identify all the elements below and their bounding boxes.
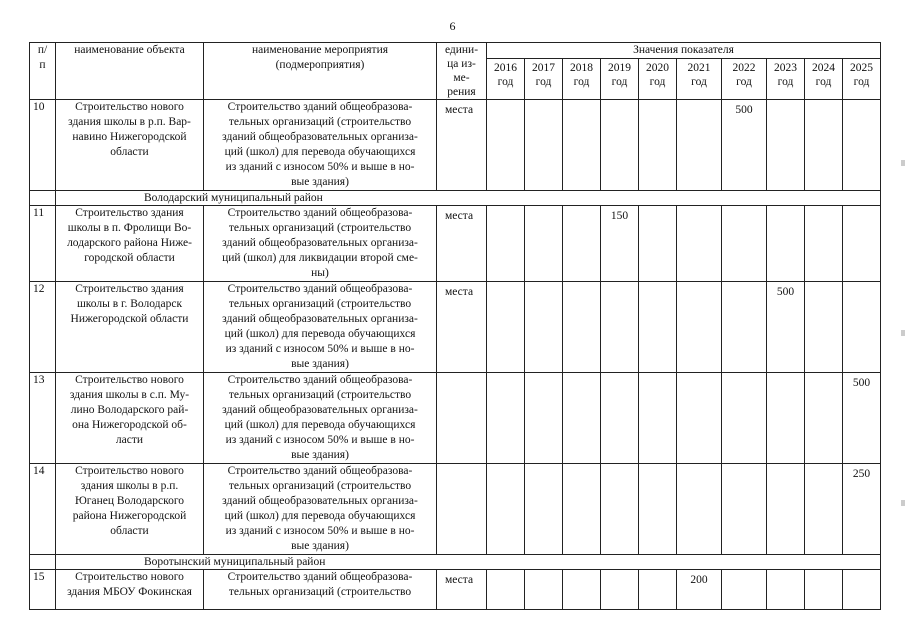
- empty-value-cell: [722, 570, 767, 610]
- object-name: Строительство здания школы в п. Фролищи Во- лодарского района Ниже- городской области: [56, 206, 204, 282]
- measure-name: Строительство зданий общеобразова- тельных организаций (строительство: [204, 570, 437, 610]
- empty-value-cell: [563, 282, 601, 373]
- object-name: Строительство нового здания МБОУ Фокинская: [56, 570, 204, 610]
- empty-value-cell: [722, 373, 767, 464]
- empty-value-cell: [767, 373, 805, 464]
- year-label: 2023: [774, 62, 797, 75]
- measure-name: Строительство зданий общеобразова- тельных организаций (строительство зданий общеобразовательных организа- ций (школ) для ликвидации второй сме- ны): [204, 206, 437, 282]
- year-suffix: год: [815, 76, 832, 89]
- object-name: Строительство здания школы в г. Володарск Нижегородской области: [56, 282, 204, 373]
- row-number: 10: [30, 100, 56, 191]
- empty-value-cell: [601, 282, 639, 373]
- empty-value-cell: [487, 464, 525, 555]
- empty-value-cell: [639, 100, 677, 191]
- header-year-2019: [601, 59, 639, 100]
- year-label: 2019: [608, 62, 631, 75]
- header-year-2025: [843, 59, 881, 100]
- empty-value-cell: [805, 100, 843, 191]
- year-suffix: год: [573, 76, 590, 89]
- empty-value-cell: [487, 100, 525, 191]
- object-name: Строительство нового здания школы в с.п. Му- лино Володарского рай- она Нижегородской об- ласти: [56, 373, 204, 464]
- header-year-2022: [722, 59, 767, 100]
- unit-cell: места: [437, 570, 487, 610]
- empty-value-cell: [767, 464, 805, 555]
- indicator-value: 500: [767, 282, 805, 373]
- empty-value-cell: [722, 206, 767, 282]
- section-row: [30, 555, 881, 570]
- year-suffix: год: [611, 76, 628, 89]
- indicators-table: [29, 42, 881, 610]
- empty-value-cell: [487, 282, 525, 373]
- measure-name: Строительство зданий общеобразова- тельных организаций (строительство зданий общеобразовательных организа- ций (школ) для перевода обучающихся из зданий с износом 50% и выше в но- вые здания): [204, 100, 437, 191]
- header-values-group: Значения показателя: [487, 43, 881, 59]
- scan-edge-mark: [901, 500, 905, 506]
- empty-value-cell: [677, 100, 722, 191]
- empty-value-cell: [843, 282, 881, 373]
- empty-value-cell: [767, 206, 805, 282]
- empty-value-cell: [563, 570, 601, 610]
- header-year-2017: [525, 59, 563, 100]
- header-year-2024: [805, 59, 843, 100]
- empty-value-cell: [601, 373, 639, 464]
- year-suffix: год: [691, 76, 707, 89]
- empty-value-cell: [487, 570, 525, 610]
- row-number: 12: [30, 282, 56, 373]
- table-row: [30, 464, 881, 555]
- empty-value-cell: [525, 282, 563, 373]
- header-num: п/ п: [30, 43, 56, 100]
- year-suffix: год: [777, 76, 794, 89]
- unit-cell: места: [437, 100, 487, 191]
- empty-value-cell: [805, 570, 843, 610]
- scan-edge-mark: [901, 330, 905, 336]
- header-unit: едини- ца из- ме- рения: [437, 43, 487, 100]
- empty-value-cell: [639, 282, 677, 373]
- empty-value-cell: [843, 570, 881, 610]
- empty-value-cell: [805, 282, 843, 373]
- empty-value-cell: [563, 464, 601, 555]
- year-label: 2018: [570, 62, 593, 75]
- empty-value-cell: [525, 100, 563, 191]
- indicator-value: 500: [722, 100, 767, 191]
- year-suffix: год: [535, 76, 552, 89]
- year-label: 2025: [850, 62, 873, 75]
- empty-value-cell: [525, 206, 563, 282]
- page-number: 6: [449, 19, 456, 33]
- unit-cell: места: [437, 206, 487, 282]
- empty-value-cell: [639, 373, 677, 464]
- empty-value-cell: [722, 464, 767, 555]
- header-year-2016: [487, 59, 525, 100]
- year-label: 2024: [812, 62, 835, 75]
- empty-value-cell: [525, 464, 563, 555]
- unit-cell: [437, 464, 487, 555]
- row-number: 13: [30, 373, 56, 464]
- indicator-value: 500: [843, 373, 881, 464]
- row-number: 14: [30, 464, 56, 555]
- table-row: [30, 282, 881, 373]
- empty-value-cell: [563, 100, 601, 191]
- section-spacer: [30, 191, 56, 206]
- empty-value-cell: [639, 206, 677, 282]
- section-title: Воротынский муниципальный район: [56, 555, 881, 570]
- empty-value-cell: [563, 206, 601, 282]
- empty-value-cell: [601, 570, 639, 610]
- section-row: [30, 191, 881, 206]
- empty-value-cell: [487, 206, 525, 282]
- empty-value-cell: [805, 464, 843, 555]
- measure-name: Строительство зданий общеобразова- тельных организаций (строительство зданий общеобразовательных организа- ций (школ) для перевода обучающихся из зданий с износом 50% и выше в но- вые здания): [204, 464, 437, 555]
- empty-value-cell: [805, 206, 843, 282]
- empty-value-cell: [805, 373, 843, 464]
- header-year-2018: [563, 59, 601, 100]
- empty-value-cell: [843, 206, 881, 282]
- empty-value-cell: [639, 570, 677, 610]
- year-label: 2020: [646, 62, 669, 75]
- empty-value-cell: [767, 570, 805, 610]
- indicator-value: 250: [843, 464, 881, 555]
- empty-value-cell: [677, 206, 722, 282]
- row-number: 11: [30, 206, 56, 282]
- empty-value-cell: [677, 373, 722, 464]
- table-row: [30, 570, 881, 610]
- table-row: [30, 373, 881, 464]
- table-row: [30, 100, 881, 191]
- table-row: [30, 206, 881, 282]
- object-name: Строительство нового здания школы в р.п. Вар- навино Нижегородской области: [56, 100, 204, 191]
- object-name: Строительство нового здания школы в р.п. Юганец Володарского района Нижегородской области: [56, 464, 204, 555]
- empty-value-cell: [677, 464, 722, 555]
- empty-value-cell: [677, 282, 722, 373]
- indicator-value: 200: [677, 570, 722, 610]
- empty-value-cell: [487, 373, 525, 464]
- header-measure: наименование мероприятия (подмероприятия): [204, 43, 437, 100]
- year-label: 2021: [687, 62, 711, 75]
- year-suffix: год: [649, 76, 666, 89]
- empty-value-cell: [722, 282, 767, 373]
- section-title: Володарский муниципальный район: [56, 191, 881, 206]
- header-year-2023: [767, 59, 805, 100]
- empty-value-cell: [601, 464, 639, 555]
- year-suffix: год: [736, 76, 752, 89]
- scan-edge-mark: [901, 160, 905, 166]
- header-year-2021: [677, 59, 722, 100]
- year-suffix: год: [853, 76, 870, 89]
- section-spacer: [30, 555, 56, 570]
- indicator-value: 150: [601, 206, 639, 282]
- unit-cell: [437, 373, 487, 464]
- empty-value-cell: [525, 373, 563, 464]
- empty-value-cell: [601, 100, 639, 191]
- year-label: 2016: [494, 62, 517, 75]
- unit-cell: места: [437, 282, 487, 373]
- empty-value-cell: [843, 100, 881, 191]
- header-object: наименование объекта: [56, 43, 204, 100]
- empty-value-cell: [639, 464, 677, 555]
- empty-value-cell: [767, 100, 805, 191]
- year-suffix: год: [497, 76, 514, 89]
- measure-name: Строительство зданий общеобразова- тельных организаций (строительство зданий общеобразовательных организа- ций (школ) для перевода обучающихся из зданий с износом 50% и выше в но- вые здания): [204, 282, 437, 373]
- row-number: 15: [30, 570, 56, 610]
- measure-name: Строительство зданий общеобразова- тельных организаций (строительство зданий общеобразовательных организа- ций (школ) для перевода обучающихся из зданий с износом 50% и выше в но- вые здания): [204, 373, 437, 464]
- year-label: 2017: [532, 62, 555, 75]
- year-label: 2022: [732, 62, 756, 75]
- empty-value-cell: [525, 570, 563, 610]
- empty-value-cell: [563, 373, 601, 464]
- header-year-2020: [639, 59, 677, 100]
